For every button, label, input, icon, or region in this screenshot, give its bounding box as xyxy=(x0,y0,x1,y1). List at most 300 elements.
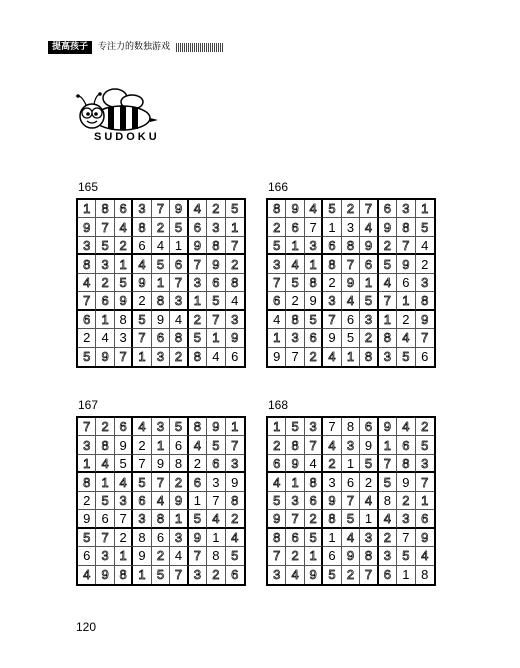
sudoku-cell: 8 xyxy=(152,292,170,310)
sudoku-cell: 8 xyxy=(96,436,114,454)
sudoku-cell: 9 xyxy=(268,510,286,528)
sudoku-cell: 5 xyxy=(379,473,397,491)
sudoku-grid xyxy=(76,416,246,586)
sudoku-cell: 8 xyxy=(421,567,429,583)
sudoku-cell: 2 xyxy=(379,529,397,547)
sudoku-cell: 9 xyxy=(286,455,304,473)
sudoku-cell: 2 xyxy=(226,510,244,528)
sudoku-cell: 3 xyxy=(360,311,378,329)
sudoku-cell: 7 xyxy=(305,436,323,454)
sudoku-cell: 1 xyxy=(416,200,434,218)
sudoku-cell: 6 xyxy=(416,510,434,528)
sudoku-cell: 5 xyxy=(397,547,415,565)
sudoku-cell: 7 xyxy=(379,292,397,310)
sudoku-cell: 8 xyxy=(268,529,286,547)
sudoku-cell: 8 xyxy=(170,455,188,473)
sudoku-cell: 4 xyxy=(379,510,397,528)
sudoku-cell: 7 xyxy=(323,311,341,329)
sudoku-cell: 7 xyxy=(189,255,207,273)
sudoku-cell: 5 xyxy=(342,510,360,528)
sudoku-cell: 2 xyxy=(226,255,244,273)
sudoku-cell: 5 xyxy=(207,292,225,310)
sudoku-cell: 3 xyxy=(342,436,360,454)
sudoku-cell: 8 xyxy=(170,329,188,347)
sudoku-cell: 6 xyxy=(231,567,239,583)
page-header xyxy=(48,41,224,54)
sudoku-cell: 5 xyxy=(96,237,114,255)
sudoku-cell: 3 xyxy=(152,348,170,366)
sudoku-cell: 3 xyxy=(379,348,397,366)
sudoku-cell: 2 xyxy=(268,436,286,454)
sudoku-cell: 2 xyxy=(305,348,323,366)
sudoku-cell: 3 xyxy=(170,529,188,547)
sudoku-cell: 7 xyxy=(323,418,341,436)
sudoku-cell: 1 xyxy=(397,566,415,584)
sudoku-cell: 1 xyxy=(342,348,360,366)
sudoku-cell: 2 xyxy=(152,218,170,236)
sudoku-cell: 8 xyxy=(323,255,341,273)
sudoku-cell: 5 xyxy=(207,436,225,454)
sudoku-cell: 5 xyxy=(416,218,434,236)
sudoku-cell: 8 xyxy=(360,348,378,366)
sudoku-cell: 5 xyxy=(397,348,415,366)
sudoku-cell: 5 xyxy=(78,348,96,366)
sudoku-cell: 8 xyxy=(286,436,304,454)
sudoku-cell: 1 xyxy=(305,255,323,273)
sudoku-cell: 6 xyxy=(397,436,415,454)
sudoku-cell: 1 xyxy=(152,274,170,292)
sudoku-cell: 7 xyxy=(207,311,225,329)
puzzle-number: 166 xyxy=(268,180,289,194)
sudoku-cell: 2 xyxy=(133,292,151,310)
sudoku-grid xyxy=(76,198,246,368)
sudoku-cell: 1 xyxy=(152,436,170,454)
sudoku-cell: 9 xyxy=(152,311,170,329)
sudoku-cell: 9 xyxy=(416,529,434,547)
sudoku-cell: 4 xyxy=(360,492,378,510)
sudoku-cell: 8 xyxy=(133,218,151,236)
sudoku-cell: 2 xyxy=(189,455,207,473)
sudoku-cell: 5 xyxy=(152,255,170,273)
sudoku-cell: 9 xyxy=(397,473,415,491)
sudoku-cell: 6 xyxy=(96,292,114,310)
sudoku-cell: 6 xyxy=(78,547,96,565)
sudoku-cell: 9 xyxy=(115,292,133,310)
sudoku-cell: 9 xyxy=(207,255,225,273)
sudoku-cell: 9 xyxy=(323,492,341,510)
sudoku-cell: 1 xyxy=(397,292,415,310)
sudoku-cell: 3 xyxy=(416,455,434,473)
sudoku-cell: 5 xyxy=(170,218,188,236)
sudoku-cell: 5 xyxy=(342,329,360,347)
sudoku-cell: 1 xyxy=(268,418,286,436)
sudoku-cell: 5 xyxy=(323,566,341,584)
sudoku-cell: 4 xyxy=(207,348,225,366)
sudoku-grid xyxy=(266,416,436,586)
sudoku-cell: 3 xyxy=(96,255,114,273)
sudoku-cell: 9 xyxy=(189,529,207,547)
sudoku-cell: 3 xyxy=(189,274,207,292)
sudoku-cell: 3 xyxy=(78,237,96,255)
sudoku-cell: 1 xyxy=(78,200,96,218)
sudoku-cell: 3 xyxy=(268,255,286,273)
sudoku-cell: 5 xyxy=(152,566,170,584)
sudoku-cell: 6 xyxy=(207,455,225,473)
sudoku-cell: 7 xyxy=(226,237,244,255)
sudoku-cell: 7 xyxy=(360,200,378,218)
sudoku-cell: 3 xyxy=(286,492,304,510)
sudoku-cell: 6 xyxy=(189,218,207,236)
sudoku-cell: 3 xyxy=(226,311,244,329)
sudoku-cell: 1 xyxy=(379,311,397,329)
sudoku-cell: 3 xyxy=(189,566,207,584)
sudoku-cell: 2 xyxy=(342,200,360,218)
sudoku-cell: 4 xyxy=(170,547,188,565)
sudoku-cell: 4 xyxy=(78,274,96,292)
sudoku-cell: 4 xyxy=(207,510,225,528)
sudoku-cell: 6 xyxy=(115,418,133,436)
sudoku-cell: 5 xyxy=(379,255,397,273)
sudoku-cell: 2 xyxy=(360,473,378,491)
sudoku-cell: 4 xyxy=(379,274,397,292)
page-number: 120 xyxy=(76,620,97,634)
sudoku-cell: 3 xyxy=(207,473,225,491)
sudoku-cell: 7 xyxy=(133,329,151,347)
sudoku-cell: 4 xyxy=(342,292,360,310)
sudoku-cell: 9 xyxy=(226,329,244,347)
sudoku-cell: 6 xyxy=(133,237,151,255)
sudoku-cell: 7 xyxy=(360,566,378,584)
puzzle-number: 167 xyxy=(78,398,99,412)
sudoku-cell: 5 xyxy=(360,455,378,473)
sudoku-cell: 4 xyxy=(78,566,96,584)
sudoku-cell: 5 xyxy=(170,418,188,436)
sudoku-cell: 1 xyxy=(133,566,151,584)
sudoku-cell: 7 xyxy=(397,237,415,255)
sudoku-cell: 6 xyxy=(152,529,170,547)
sudoku-cell: 7 xyxy=(170,274,188,292)
sudoku-cell: 7 xyxy=(305,218,323,236)
sudoku-cell: 6 xyxy=(323,547,341,565)
sudoku-cell: 8 xyxy=(189,348,207,366)
sudoku-cell: 6 xyxy=(152,329,170,347)
sudoku-cell: 5 xyxy=(286,418,304,436)
sudoku-cell: 8 xyxy=(78,255,96,273)
sudoku-cell: 8 xyxy=(268,200,286,218)
sudoku-grid xyxy=(266,198,436,368)
sudoku-cell: 1 xyxy=(286,237,304,255)
sudoku-cell: 1 xyxy=(379,436,397,454)
sudoku-cell: 3 xyxy=(342,218,360,236)
sudoku-cell: 3 xyxy=(397,510,415,528)
sudoku-cell: 9 xyxy=(133,274,151,292)
sudoku-cell: 3 xyxy=(152,418,170,436)
sudoku-cell: 8 xyxy=(226,274,244,292)
sudoku-cell: 2 xyxy=(323,274,341,292)
sudoku-cell: 1 xyxy=(268,329,286,347)
sudoku-cell: 6 xyxy=(170,436,188,454)
sudoku-cell: 5 xyxy=(96,492,114,510)
sudoku-cell: 2 xyxy=(323,455,341,473)
sudoku-cell: 2 xyxy=(96,274,114,292)
sudoku-cell: 1 xyxy=(78,455,96,473)
sudoku-cell: 8 xyxy=(96,200,114,218)
sudoku-cell: 9 xyxy=(360,237,378,255)
sudoku-cell: 5 xyxy=(323,200,341,218)
sudoku-cell: 8 xyxy=(133,529,151,547)
sudoku-cell: 4 xyxy=(96,455,114,473)
sudoku-cell: 9 xyxy=(133,547,151,565)
sudoku-cell: 4 xyxy=(286,566,304,584)
sudoku-cell: 2 xyxy=(78,492,96,510)
sudoku-cell: 9 xyxy=(286,200,304,218)
sudoku-cell: 1 xyxy=(96,311,114,329)
sudoku-cell: 7 xyxy=(189,547,207,565)
sudoku-cell: 9 xyxy=(152,455,170,473)
sudoku-cell: 1 xyxy=(226,218,244,236)
sudoku-cell: 8 xyxy=(342,237,360,255)
sudoku-cell: 7 xyxy=(133,455,151,473)
sudoku-cell: 3 xyxy=(323,473,341,491)
sudoku-cell: 7 xyxy=(416,473,434,491)
sudoku-cell: 1 xyxy=(133,348,151,366)
sudoku-cell: 7 xyxy=(152,473,170,491)
sudoku-cell: 1 xyxy=(323,529,341,547)
sudoku-cell: 9 xyxy=(323,329,341,347)
sudoku-cell: 1 xyxy=(189,292,207,310)
sudoku-cell: 2 xyxy=(416,255,434,273)
sudoku-cell: 7 xyxy=(78,292,96,310)
sudoku-cell: 1 xyxy=(96,473,114,491)
sudoku-cell: 5 xyxy=(226,547,244,565)
sudoku-cell: 4 xyxy=(416,547,434,565)
sudoku-cell: 8 xyxy=(342,418,360,436)
sudoku-cell: 3 xyxy=(268,566,286,584)
sudoku-cell: 2 xyxy=(170,473,188,491)
sudoku-cell: 8 xyxy=(286,311,304,329)
sudoku-cell: 5 xyxy=(305,529,323,547)
sudoku-cell: 6 xyxy=(189,473,207,491)
sudoku-cell: 4 xyxy=(397,418,415,436)
sudoku-cell: 2 xyxy=(115,529,133,547)
sudoku-cell: 5 xyxy=(189,510,207,528)
sudoku-cell: 4 xyxy=(397,329,415,347)
sudoku-cell: 2 xyxy=(342,566,360,584)
sudoku-cell: 3 xyxy=(133,510,151,528)
sudoku-cell: 1 xyxy=(207,529,225,547)
sudoku-cell: 7 xyxy=(226,436,244,454)
sudoku-cell: 3 xyxy=(115,492,133,510)
sudoku-cell: 6 xyxy=(305,492,323,510)
sudoku-cell: 4 xyxy=(286,255,304,273)
sudoku-cell: 7 xyxy=(342,492,360,510)
sudoku-cell: 5 xyxy=(286,274,304,292)
sudoku-cell: 8 xyxy=(115,566,133,584)
sudoku-cell: 6 xyxy=(360,255,378,273)
sudoku-cell: 4 xyxy=(96,329,114,347)
sudoku-cell: 5 xyxy=(115,455,133,473)
sudoku-cell: 3 xyxy=(286,329,304,347)
sudoku-cell: 4 xyxy=(323,436,341,454)
sudoku-cell: 6 xyxy=(96,510,114,528)
sudoku-cell: 6 xyxy=(133,492,151,510)
sudoku-cell: 8 xyxy=(78,473,96,491)
sudoku-cell: 2 xyxy=(207,200,225,218)
sudoku-cell: 6 xyxy=(323,237,341,255)
sudoku-cell: 7 xyxy=(397,529,415,547)
sudoku-cell: 9 xyxy=(78,510,96,528)
sudoku-cell: 8 xyxy=(207,237,225,255)
sudoku-cell: 9 xyxy=(170,492,188,510)
sudoku-cell: 8 xyxy=(397,218,415,236)
sudoku-cell: 9 xyxy=(115,436,133,454)
sudoku-cell: 1 xyxy=(115,547,133,565)
sudoku-cell: 2 xyxy=(152,547,170,565)
sudoku-cell: 1 xyxy=(360,510,378,528)
sudoku-cell: 2 xyxy=(397,492,415,510)
sudoku-cell: 9 xyxy=(416,311,434,329)
book-title-tag: 提高孩子 xyxy=(48,41,92,54)
sudoku-cell: 2 xyxy=(78,329,96,347)
sudoku-cell: 7 xyxy=(115,348,133,366)
sudoku-cell: 4 xyxy=(305,455,323,473)
sudoku-cell: 7 xyxy=(152,200,170,218)
sudoku-cell: 3 xyxy=(226,455,244,473)
sudoku-cell: 6 xyxy=(268,455,286,473)
sudoku-cell: 8 xyxy=(305,274,323,292)
sudoku-cell: 1 xyxy=(170,237,188,255)
sudoku-cell: 9 xyxy=(96,566,114,584)
sudoku-cell: 9 xyxy=(342,274,360,292)
sudoku-cell: 5 xyxy=(115,274,133,292)
sudoku-cell: 2 xyxy=(286,292,304,310)
sudoku-cell: 7 xyxy=(286,510,304,528)
sudoku-cell: 5 xyxy=(226,200,244,218)
sudoku-cell: 7 xyxy=(170,566,188,584)
sudoku-cell: 8 xyxy=(226,492,244,510)
sudoku-cell: 9 xyxy=(170,200,188,218)
sudoku-cell: 7 xyxy=(268,547,286,565)
sudoku-cell: 5 xyxy=(305,311,323,329)
sudoku-cell: 8 xyxy=(416,292,434,310)
sudoku-cell: 1 xyxy=(305,547,323,565)
sudoku-cell: 1 xyxy=(189,492,207,510)
sudoku-cell: 5 xyxy=(268,237,286,255)
sudoku-cell: 9 xyxy=(305,566,323,584)
sudoku-cell: 4 xyxy=(189,200,207,218)
sudoku-cell: 1 xyxy=(342,455,360,473)
logo-text: SUDOKU xyxy=(94,131,160,143)
sudoku-cell: 6 xyxy=(170,255,188,273)
sudoku-cell: 6 xyxy=(342,311,360,329)
sudoku-cell: 6 xyxy=(207,274,225,292)
sudoku-cell: 2 xyxy=(133,436,151,454)
sudoku-cell: 3 xyxy=(397,200,415,218)
sudoku-cell: 4 xyxy=(226,529,244,547)
sudoku-cell: 3 xyxy=(207,218,225,236)
sudoku-cell: 2 xyxy=(286,547,304,565)
sudoku-cell: 9 xyxy=(397,255,415,273)
sudoku-cell: 4 xyxy=(115,473,133,491)
sudoku-cell: 7 xyxy=(78,418,96,436)
sudoku-cell: 2 xyxy=(379,237,397,255)
sudoku-cell: 4 xyxy=(268,473,286,491)
sudoku-cell: 3 xyxy=(323,292,341,310)
sudoku-cell: 3 xyxy=(379,547,397,565)
sudoku-cell: 5 xyxy=(133,311,151,329)
sudoku-cell: 9 xyxy=(305,292,323,310)
sudoku-cell: 4 xyxy=(152,237,170,255)
sudoku-cell: 6 xyxy=(379,200,397,218)
sudoku-cell: 3 xyxy=(115,329,133,347)
sudoku-cell: 7 xyxy=(268,274,286,292)
sudoku-cell: 4 xyxy=(305,200,323,218)
sudoku-cell: 9 xyxy=(379,418,397,436)
sudoku-cell: 4 xyxy=(170,311,188,329)
sudoku-cell: 6 xyxy=(397,274,415,292)
sudoku-cell: 9 xyxy=(207,418,225,436)
sudoku-cell: 2 xyxy=(207,566,225,584)
sudoku-cell: 4 xyxy=(189,436,207,454)
header-decoration xyxy=(176,43,224,52)
sudoku-cell: 5 xyxy=(268,492,286,510)
sudoku-cell: 9 xyxy=(342,547,360,565)
sudoku-cell: 2 xyxy=(305,510,323,528)
sudoku-cell: 4 xyxy=(268,311,286,329)
sudoku-cell: 3 xyxy=(360,529,378,547)
sudoku-cell: 3 xyxy=(416,274,434,292)
sudoku-cell: 6 xyxy=(286,529,304,547)
sudoku-cell: 8 xyxy=(397,455,415,473)
sudoku-cell: 6 xyxy=(360,418,378,436)
sudoku-cell: 5 xyxy=(133,473,151,491)
sudoku-cell: 8 xyxy=(305,473,323,491)
sudoku-cell: 9 xyxy=(78,218,96,236)
sudoku-cell: 8 xyxy=(152,510,170,528)
sudoku-cell: 3 xyxy=(96,547,114,565)
sudoku-cell: 3 xyxy=(78,436,96,454)
sudoku-cell: 6 xyxy=(286,218,304,236)
sudoku-cell: 1 xyxy=(226,418,244,436)
sudoku-cell: 5 xyxy=(189,329,207,347)
sudoku-cell: 7 xyxy=(379,455,397,473)
sudoku-cell: 1 xyxy=(416,492,434,510)
sudoku-cell: 9 xyxy=(360,436,378,454)
sudoku-cell: 3 xyxy=(170,292,188,310)
sudoku-cell: 1 xyxy=(323,218,341,236)
sudoku-cell: 5 xyxy=(416,436,434,454)
sudoku-cell: 6 xyxy=(379,566,397,584)
sudoku-cell: 8 xyxy=(207,547,225,565)
sudoku-cell: 1 xyxy=(286,473,304,491)
sudoku-cell: 2 xyxy=(170,348,188,366)
sudoku-cell: 6 xyxy=(268,292,286,310)
sudoku-cell: 2 xyxy=(115,237,133,255)
sudoku-cell: 4 xyxy=(152,492,170,510)
sudoku-cell: 5 xyxy=(78,529,96,547)
sudoku-cell: 4 xyxy=(342,529,360,547)
sudoku-cell: 4 xyxy=(226,292,244,310)
sudoku-cell: 4 xyxy=(115,218,133,236)
sudoku-cell: 7 xyxy=(115,510,133,528)
sudoku-cell: 2 xyxy=(416,418,434,436)
sudoku-cell: 9 xyxy=(189,237,207,255)
sudoku-cell: 8 xyxy=(115,311,133,329)
sudoku-cell: 7 xyxy=(286,348,304,366)
sudoku-cell: 7 xyxy=(96,529,114,547)
sudoku-cell: 6 xyxy=(421,349,429,365)
sudoku-cell: 8 xyxy=(360,547,378,565)
